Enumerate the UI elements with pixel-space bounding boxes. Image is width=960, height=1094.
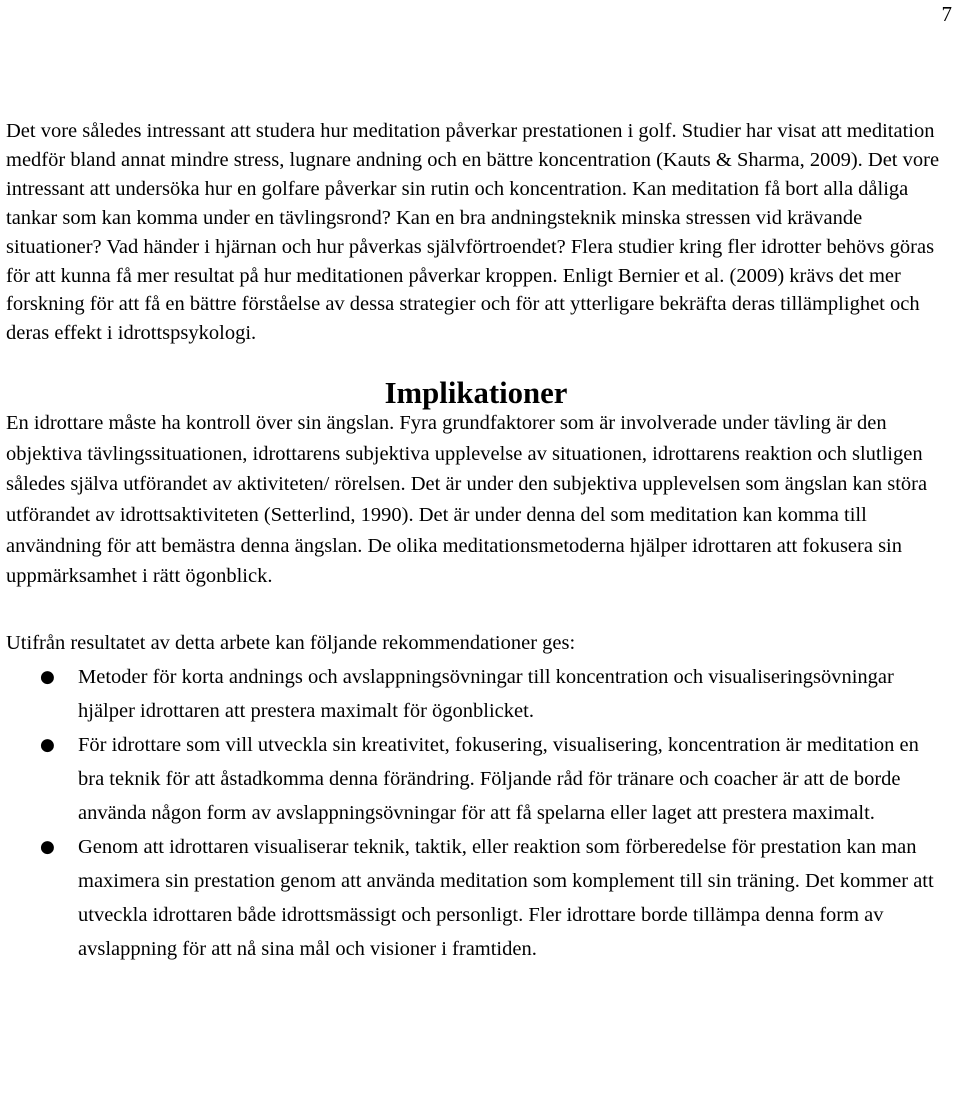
implications-paragraph: En idrottare måste ha kontroll över sin ängslan. Fyra grundfaktorer som är involverade under tävling är den objektiva tävlingssituationen, idrottarens subjektiva upplevelse av situationen, idrottarens reaktion och slutligen således själva utförandet av aktiviteten/ rörelsen. Det är under den subjektiva upplevelsen som ängslan kan störa utförandet av idrottsaktiviteten (Setterlind, 1990). Det är under denna del som meditation kan komma till användning för att bemästra denna ängslan. De olika meditationsmetoderna hjälper idrottaren att fokusera sin uppmärksamhet i rätt ögonblick. [6, 412, 928, 588]
intro-paragraph: Det vore således intressant att studera hur meditation påverkar prestationen i golf. Studier har visat att meditation medför bland annat mindre stress, lugnare andning och en bättre koncentration (Kauts & Sharma, 2009). Det vore intressant att undersöka hur en golfare påverkar sin rutin och koncentration. Kan meditation få bort alla dåliga tankar som kan komma under en tävlingsrond? Kan en bra andningsteknik minska stressen vid krävande situationer? Vad händer i hjärnan och hur påverkas självförtroendet? Flera studier kring fler idrotter behövs göras för att kunna få mer resultat på hur meditationen påverkar kroppen. Enligt Bernier et al. (2009) krävs det mer forskning för att få en bättre förståelse av dessa strategier och för att ytterligare bekräfta deras tillämplighet och deras effekt i idrottspsykologi. [6, 120, 940, 345]
recommendation-text: Genom att idrottaren visualiserar teknik, taktik, eller reaktion som förberedelse för prestation kan man maximera sin prestation genom att använda meditation som komplement till sin träning. Det kommer att utveckla idrottaren både idrottsmässigt och personligt. Fler idrottare borde tillämpa denna form av avslappning för att nå sina mål och visioner i framtiden. [78, 835, 934, 960]
page-number: 7 [941, 2, 952, 26]
recommendation-item [6, 728, 946, 830]
document-body [6, 117, 946, 966]
recommendation-text: Metoder för korta andnings och avslappningsövningar till koncentration och visualiseringsövningar hjälper idrottaren att prestera maximalt för ögonblicket. [78, 665, 894, 722]
recommendation-item [6, 830, 946, 966]
bullet-icon: ● [40, 734, 55, 755]
bullet-icon: ● [40, 666, 55, 687]
recommendation-text: För idrottare som vill utveckla sin kreativitet, fokusering, visualisering, koncentration är meditation en bra teknik för att åstadkomma denna förändring. Följande råd för tränare och coacher är att de borde använda någon form av avslappningsövningar för att få spelarna eller laget att prestera maximalt. [78, 733, 919, 824]
section-heading-implikationer: Implikationer [384, 376, 568, 411]
recommendations-lead: Utifrån resultatet av detta arbete kan följande rekommendationer ges: [6, 631, 576, 654]
recommendation-item [6, 660, 946, 728]
recommendations-list [6, 660, 946, 966]
bullet-icon: ● [40, 836, 55, 857]
